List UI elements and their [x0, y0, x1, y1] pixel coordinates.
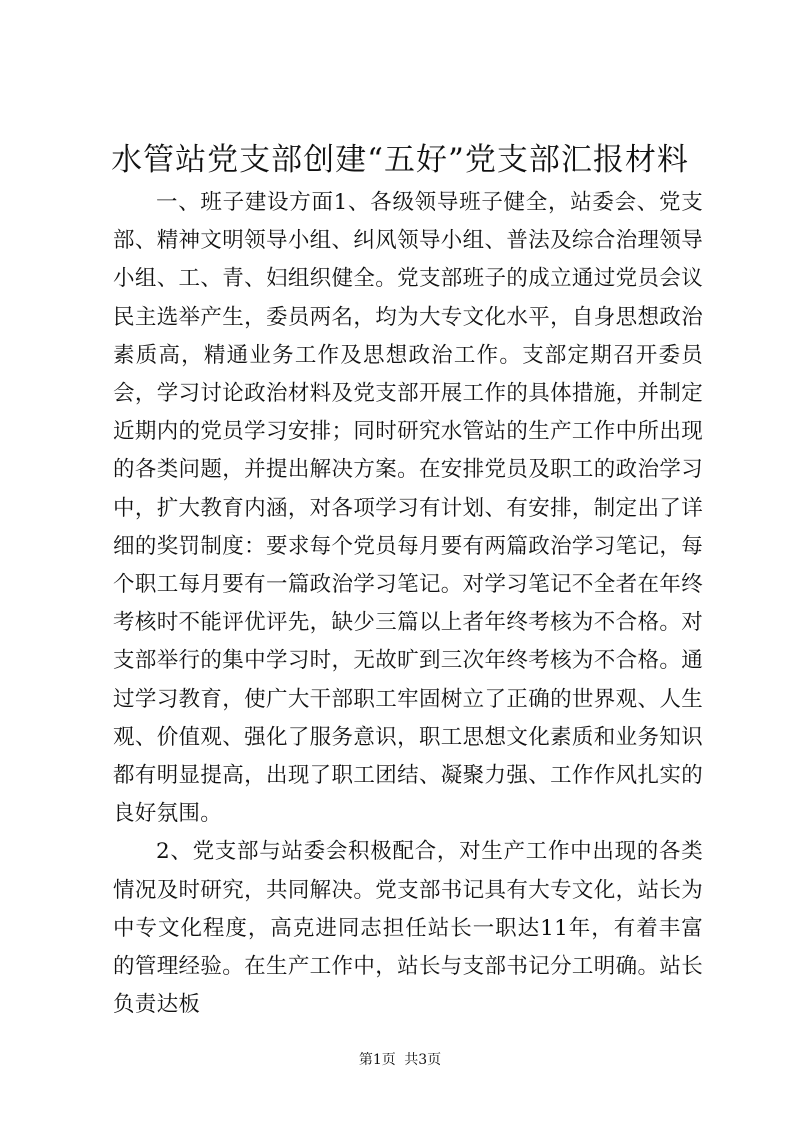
paragraph-2: 2、党支部与站委会积极配合，对生产工作中出现的各类情况及时研究，共同解决。党支部书记具有大专文化，站长为中专文化程度，高克进同志担任站长一职达11年，有着丰富的管理经验。在生产工作中，站长与支部书记分工明确。站长负责达板	[113, 839, 703, 1018]
document-title: 水管站党支部创建“五好”党支部汇报材料	[111, 142, 689, 178]
page-total: 共3页	[404, 1052, 442, 1068]
page-number: 第1页	[358, 1052, 396, 1068]
paragraph-1: 一、班子建设方面1、各级领导班子健全，站委会、党支部、精神文明领导小组、纠风领导小组、普法及综合治理领导小组、工、青、妇组织健全。党支部班子的成立通过党员会议民主选举产生，委员两名，均为大专文化水平，自身思想政治素质高，精通业务工作及思想政治工作。支部定期召开委员会，学习讨论政治材料及党支部开展工作的具体措施，并制定近期内的党员学习安排；同时研究水管站的生产工作中所出现的各类问题，并提出解决方案。在安排党员及职工的政治学习中，扩大教育内涵，对各项学习有计划、有安排，制定出了详细的奖罚制度：要求每个党员每月要有两篇政治学习笔记，每个职工每月要有一篇政治学习笔记。对学习笔记不全者在年终考核时不能评优评先，缺少三篇以上者年终考核为不合格。对支部举行的集中学习时，无故旷到三次年终考核为不合格。通过学习教育，使广大干部职工牢固树立了正确的世界观、人生观、价值观、强化了服务意识，职工思想文化素质和业务知识都有明显提高，出现了职工团结、凝聚力强、工作作风扎实的良好氛围。	[113, 190, 703, 827]
document-body	[113, 184, 703, 1024]
page-footer	[0, 1050, 800, 1070]
